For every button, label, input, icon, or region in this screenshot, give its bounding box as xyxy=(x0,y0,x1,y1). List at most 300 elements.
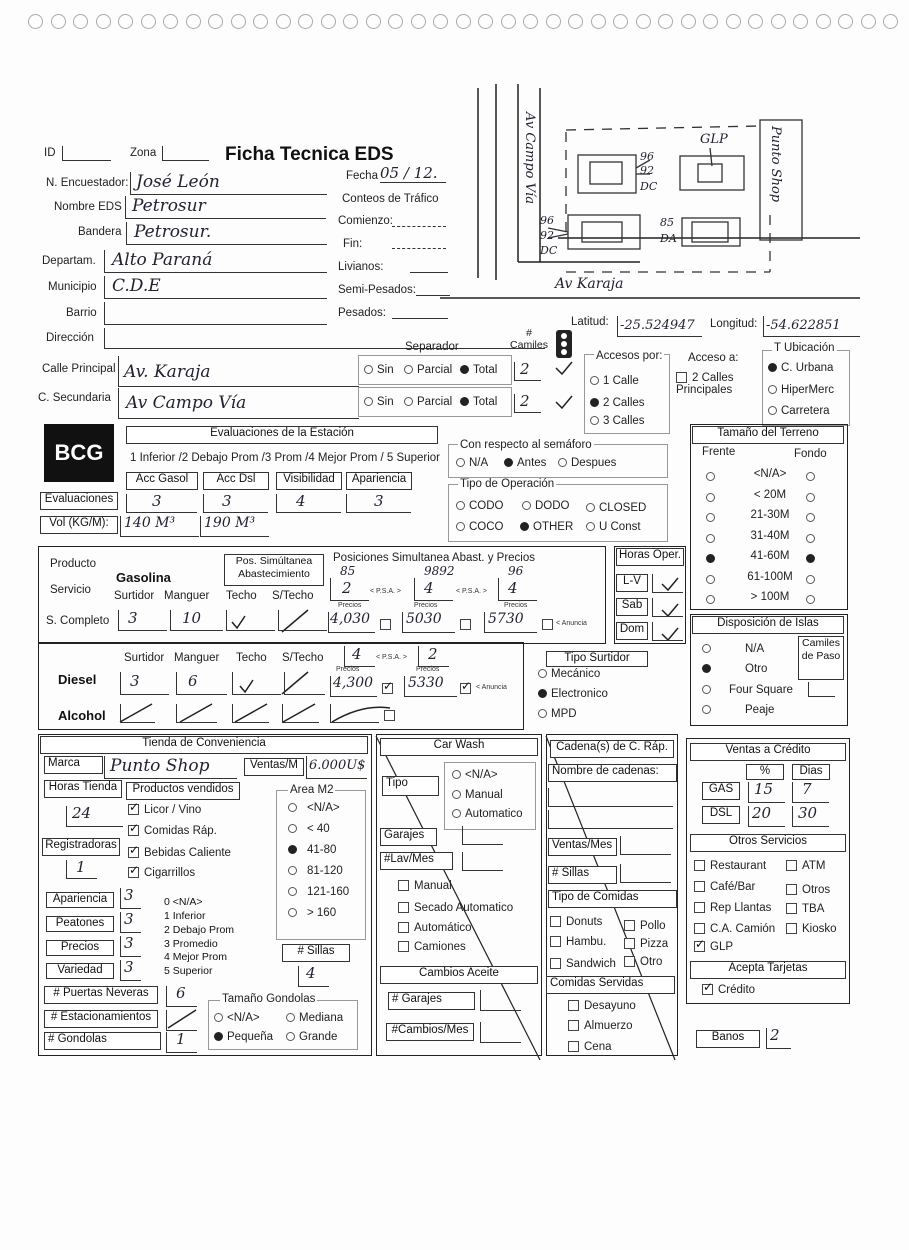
fin-field[interactable] xyxy=(392,238,446,249)
bcg-logo: BCG xyxy=(44,424,114,482)
islas-foursquare[interactable]: Four Square xyxy=(702,684,793,696)
carwash-chk-auto[interactable]: Automático xyxy=(398,922,472,934)
apariencia-value: 3 xyxy=(124,886,134,904)
estac-field[interactable] xyxy=(166,1010,197,1031)
precios-label-3: Precios xyxy=(504,602,528,609)
alcohol-precio-field[interactable] xyxy=(330,704,379,723)
separador-label: Separador xyxy=(405,341,459,353)
tam-pequena[interactable]: Pequeña xyxy=(214,1031,273,1043)
variedad-label: Variedad xyxy=(46,963,114,979)
acceso-a-opt[interactable]: 2 Calles Principales xyxy=(676,372,734,396)
cadena-pollo[interactable]: Pollo xyxy=(624,920,666,932)
otros-glp[interactable]: ✓GLP xyxy=(694,941,733,953)
radio-icon xyxy=(288,908,297,917)
checkbox-icon xyxy=(550,936,561,947)
alcohol-anuncia[interactable] xyxy=(384,708,400,722)
radio-icon xyxy=(404,365,413,374)
radio-icon xyxy=(288,866,297,875)
radio-icon xyxy=(456,522,465,531)
aceite-garajes: # Garajes xyxy=(388,992,475,1010)
radio-icon xyxy=(288,803,297,812)
checkbox-checked-icon xyxy=(702,984,713,995)
otros-atm[interactable]: ATM xyxy=(786,860,825,872)
alcohol-stecho-field[interactable] xyxy=(282,704,319,723)
gas-techo-field[interactable] xyxy=(226,610,275,631)
radio-icon xyxy=(768,406,777,415)
otros-title: Otros Servicios xyxy=(690,834,846,852)
precios-label-1: Precios xyxy=(338,602,362,609)
techo-col: Techo xyxy=(226,590,257,602)
ubicacion-title: T Ubicación xyxy=(774,342,835,354)
radio-icon[interactable] xyxy=(706,575,715,584)
cadena-pizza[interactable]: Pizza xyxy=(624,938,668,950)
sep2-parcial[interactable]: Parcial xyxy=(404,396,452,408)
terreno-row-label: 61-100M xyxy=(747,570,793,583)
radio-icon[interactable] xyxy=(806,595,815,604)
area-option[interactable]: <N/A> xyxy=(288,802,340,814)
horas-dom-field[interactable] xyxy=(652,622,683,641)
tienda-scale-0: 0 <N/A> xyxy=(164,896,203,908)
ubicacion-2[interactable]: HiperMerc xyxy=(768,384,834,396)
terreno-row-label: 41-60M xyxy=(750,550,790,562)
sep2-total[interactable]: Total xyxy=(460,396,497,408)
semaforo-na[interactable]: N/A xyxy=(456,457,488,469)
diesel-stecho-col: S/Techo xyxy=(282,652,324,664)
alcohol-techo-field[interactable] xyxy=(232,704,269,723)
diesel-label: Diesel xyxy=(58,672,97,687)
otros-restaurant[interactable]: Restaurant xyxy=(694,860,766,872)
vol-dsl-value: 190 M³ xyxy=(204,515,256,531)
sillas-value: 4 xyxy=(306,964,316,982)
checkbox-icon xyxy=(384,710,395,721)
horas-sab-field[interactable] xyxy=(652,598,683,617)
cadena-ventas-field[interactable] xyxy=(620,836,671,855)
aceite-title: Cambios Aceite xyxy=(380,966,538,984)
otros-camion[interactable]: C.A. Camión xyxy=(694,923,775,935)
sketch-p1-dc: DC xyxy=(640,180,658,193)
diesel-manguer-value: 6 xyxy=(188,672,198,690)
anuncia-label: < Anuncia xyxy=(556,620,587,627)
neveras-value: 6 xyxy=(176,984,186,1002)
apariencia-label: Apariencia xyxy=(46,892,114,908)
accesos-3[interactable]: 3 Calles xyxy=(590,415,645,427)
credito-gas-dias: 7 xyxy=(802,780,812,798)
radio-icon[interactable] xyxy=(806,493,815,502)
operacion-title: Tipo de Operación xyxy=(460,478,555,490)
psa-1: < P.S.A. > xyxy=(370,588,402,595)
radio-icon xyxy=(364,397,373,406)
radio-icon xyxy=(538,709,547,718)
gas-precio1-value: 4,030 xyxy=(330,611,371,627)
sep1-total[interactable]: Total xyxy=(460,364,497,376)
tam-label: Tamaño Gondolas xyxy=(222,993,316,1005)
conteos-label: Conteos de Tráfico xyxy=(342,193,439,205)
checkbox-checked-icon xyxy=(694,941,705,952)
evaluaciones-title: Evaluaciones de la Estación xyxy=(126,426,438,444)
cadena-donuts[interactable]: Donuts xyxy=(550,916,602,928)
eval-visibilidad-value: 4 xyxy=(296,492,306,510)
livianos-field[interactable] xyxy=(410,262,448,273)
diesel-surtidor-field[interactable] xyxy=(120,672,169,695)
diesel-stecho-field[interactable] xyxy=(284,672,325,695)
alcohol-surtidor-field[interactable] xyxy=(120,704,155,723)
surtidor-electronico[interactable]: Electronico xyxy=(538,688,608,700)
checkbox-checked-icon xyxy=(128,825,139,836)
checkbox-icon xyxy=(550,958,561,969)
octane-96: 96 xyxy=(508,564,524,578)
credito-gas-pct: 15 xyxy=(754,780,774,798)
radio-selected-icon xyxy=(460,397,469,406)
radio-selected-icon xyxy=(214,1032,223,1041)
encuestador-value: José León xyxy=(136,172,220,192)
radio-icon[interactable] xyxy=(706,595,715,604)
radio-icon xyxy=(452,809,461,818)
gas-anuncia1[interactable] xyxy=(380,617,396,631)
servicio-label: Servicio xyxy=(50,584,91,596)
carwash-garajes-field[interactable] xyxy=(462,826,503,845)
diesel-anuncia1[interactable] xyxy=(382,681,398,695)
credito-dias: Dias xyxy=(792,764,830,780)
horas-lv-field[interactable] xyxy=(652,574,683,593)
semaforo-despues[interactable]: Despues xyxy=(558,457,616,469)
radio-icon xyxy=(590,416,599,425)
islas-otro[interactable]: Otro xyxy=(702,663,767,675)
terreno-row-label: > 100M xyxy=(750,591,790,603)
cadena-almuerzo[interactable]: Almuerzo xyxy=(568,1020,633,1032)
cadena-desayuno[interactable]: Desayuno xyxy=(568,1000,636,1012)
checkbox-icon xyxy=(380,619,391,630)
checkbox-icon xyxy=(568,1041,579,1052)
cadena-cena[interactable]: Cena xyxy=(568,1041,612,1053)
checkbox-icon xyxy=(398,902,409,913)
otros-kiosko[interactable]: Kiosko xyxy=(786,923,837,935)
pos-sim-header: Pos. Simúltanea Abastecimiento xyxy=(224,554,324,586)
radio-icon xyxy=(702,644,711,653)
radio-icon xyxy=(586,522,595,531)
cadena-otro[interactable]: Otro xyxy=(624,956,662,968)
sep2-sin[interactable]: Sin xyxy=(364,396,394,408)
ubicacion-3[interactable]: Carretera xyxy=(768,405,830,417)
gas-anuncia2[interactable] xyxy=(460,617,476,631)
radio-icon xyxy=(456,458,465,467)
accesos-1[interactable]: 1 Calle xyxy=(590,375,639,387)
cadena-title: Cadena(s) de C. Ráp. xyxy=(550,740,674,758)
tam-na[interactable]: <N/A> xyxy=(214,1012,260,1024)
pesados-field[interactable] xyxy=(392,308,448,319)
id-label: ID xyxy=(44,147,56,159)
latitud-value: -25.524947 xyxy=(620,318,695,333)
accesos-2[interactable]: 2 Calles xyxy=(590,397,645,409)
cadena-nombre-field2[interactable] xyxy=(548,810,673,829)
cadena-sandwich[interactable]: Sandwich xyxy=(550,958,616,970)
operacion-closed[interactable]: CLOSED xyxy=(586,502,646,514)
radio-selected-icon xyxy=(504,458,513,467)
diesel-anuncia2[interactable] xyxy=(460,681,476,695)
checkbox-icon xyxy=(624,956,635,967)
prod-cigarrillos[interactable]: ✓Cigarrillos xyxy=(128,867,195,879)
radio-icon xyxy=(286,1013,295,1022)
encuestador-label: N. Encuestador: xyxy=(46,177,129,189)
checkbox-checked-icon xyxy=(460,683,471,694)
otros-cafe[interactable]: Café/Bar xyxy=(694,881,755,893)
registradoras-value: 1 xyxy=(76,858,86,876)
area-option[interactable]: < 40 xyxy=(288,823,330,835)
ventas-label: Ventas/M xyxy=(244,758,304,776)
eval-col-accdsl: Acc Dsl xyxy=(203,472,269,490)
aceite-garajes-field[interactable] xyxy=(480,990,521,1011)
radio-icon xyxy=(702,685,711,694)
productos-label: Productos vendidos xyxy=(126,782,240,800)
scompleto-label: S. Completo xyxy=(46,615,110,627)
radio-icon xyxy=(558,458,567,467)
tienda-scale-5: 5 Superior xyxy=(164,965,213,977)
checkbox-icon xyxy=(786,903,797,914)
tam-grande[interactable]: Grande xyxy=(286,1031,337,1043)
nombre-label: Nombre EDS xyxy=(54,201,122,213)
operacion-other[interactable]: OTHER xyxy=(520,521,573,533)
camiles1-value: 2 xyxy=(520,360,530,378)
id-field[interactable] xyxy=(62,146,111,161)
aceite-cambios-field[interactable] xyxy=(480,1022,521,1043)
semipesados-field[interactable] xyxy=(416,285,450,296)
area-option[interactable]: 81-120 xyxy=(288,865,343,877)
credito-dsl-dias: 30 xyxy=(798,804,818,822)
acceso-a-title: Acceso a: xyxy=(688,352,739,364)
bandera-value: Petrosur. xyxy=(134,222,212,242)
latitud-label: Latitud: xyxy=(571,316,609,328)
calle-secundaria-value: Av Campo Vía xyxy=(126,393,247,413)
terreno-frente: Frente xyxy=(702,446,736,458)
checkbox-icon xyxy=(786,860,797,871)
sep1-parcial[interactable]: Parcial xyxy=(404,364,452,376)
checkbox-icon xyxy=(694,923,705,934)
terreno-row-label: 21-30M xyxy=(750,509,790,521)
page-title: Ficha Tecnica EDS xyxy=(225,144,394,165)
gondolas-label: # Gondolas xyxy=(44,1032,161,1050)
otros-llantas[interactable]: Rep Llantas xyxy=(694,902,771,914)
carwash-na[interactable]: <N/A> xyxy=(452,769,498,781)
sketch-shop: Punto Shop xyxy=(768,126,783,203)
radio-icon[interactable] xyxy=(706,472,715,481)
checkbox-icon xyxy=(550,916,561,927)
checkbox-icon xyxy=(786,884,797,895)
vol-gasol-value: 140 M³ xyxy=(124,515,176,531)
radio-selected-icon xyxy=(288,845,297,854)
surtidor-mecanico[interactable]: Mecánico xyxy=(538,668,600,680)
sketch-p2-96: 96 xyxy=(540,214,554,227)
banos-value: 2 xyxy=(770,1026,780,1044)
eval-col-visibilidad: Visibilidad xyxy=(276,472,342,490)
cadena-tipo: Tipo de Comidas xyxy=(548,890,677,908)
radio-icon[interactable] xyxy=(806,575,815,584)
radio-selected-icon xyxy=(590,398,599,407)
sketch-street-h: Av Karaja xyxy=(555,276,624,292)
radio-icon[interactable] xyxy=(706,493,715,502)
horas-tienda-label: Horas Tienda xyxy=(44,780,122,798)
gasolina-label: Gasolina xyxy=(116,570,171,585)
area-option[interactable]: > 160 xyxy=(288,907,336,919)
ubicacion-1[interactable]: C. Urbana xyxy=(768,362,833,374)
credito-dsl-pct: 20 xyxy=(752,804,772,822)
radio-icon[interactable] xyxy=(806,534,815,543)
diesel-techo-field[interactable] xyxy=(232,672,281,695)
radio-selected-icon xyxy=(702,664,711,673)
prod-bebidas[interactable]: ✓Bebidas Caliente xyxy=(128,847,231,859)
fin-label: Fin: xyxy=(343,238,363,250)
tarjetas-credito[interactable]: ✓Crédito xyxy=(702,984,755,996)
sillas-label: # Sillas xyxy=(282,944,350,962)
terreno-title: Tamaño del Terreno xyxy=(692,426,844,444)
gas-surtidor-field[interactable] xyxy=(118,610,167,631)
cadena-ventas: Ventas/Mes xyxy=(548,838,617,856)
tam-mediana[interactable]: Mediana xyxy=(286,1012,343,1024)
longitud-value: -54.622851 xyxy=(766,318,841,333)
horas-title: Horas Oper. xyxy=(616,548,684,566)
gas-stecho-field[interactable] xyxy=(278,610,327,631)
checkbox-checked-icon xyxy=(128,804,139,815)
eval-col-apariencia: Apariencia xyxy=(346,472,412,490)
radio-selected-icon xyxy=(768,363,777,372)
credito-gas: GAS xyxy=(702,782,740,800)
carwash-lav: #Lav/Mes xyxy=(380,852,453,870)
barrio-field[interactable] xyxy=(104,302,327,325)
carwash-chk-manual[interactable]: Manual xyxy=(398,880,452,892)
direccion-field[interactable] xyxy=(104,328,545,349)
gas-manguer-value: 10 xyxy=(182,609,202,627)
radio-icon[interactable] xyxy=(706,534,715,543)
operacion-codo[interactable]: CODO xyxy=(456,500,504,512)
semaforo-antes[interactable]: Antes xyxy=(504,457,546,469)
terreno-row-label: <N/A> xyxy=(753,468,787,480)
vol-label: Vol (KG/M): xyxy=(40,516,118,534)
credito-dsl: DSL xyxy=(702,806,740,824)
eval-accgasol-value: 3 xyxy=(152,492,162,510)
peatones-label: Peatones xyxy=(46,916,114,932)
radio-icon xyxy=(768,385,777,394)
precios-label-2: Precios xyxy=(414,602,438,609)
marca-value: Punto Shop xyxy=(110,756,210,776)
checkbox-icon xyxy=(786,923,797,934)
radio-icon[interactable] xyxy=(806,472,815,481)
diesel-manguer-field[interactable] xyxy=(176,672,227,695)
municipio-value: C.D.E xyxy=(112,276,161,296)
carwash-lav-field[interactable] xyxy=(462,852,503,871)
otros-tba[interactable]: TBA xyxy=(786,903,824,915)
radio-icon[interactable] xyxy=(806,513,815,522)
gas-precio3-value: 5730 xyxy=(488,611,524,627)
departam-value: Alto Paraná xyxy=(112,250,213,270)
estac-label: # Estacionamientos xyxy=(44,1010,158,1028)
diesel-surtidor-value: 3 xyxy=(130,672,140,690)
islas-title: Disposición de Islas xyxy=(692,616,844,634)
operacion-coco[interactable]: COCO xyxy=(456,521,504,533)
calle-principal-value: Av. Karaja xyxy=(124,362,211,382)
banos-label: Banos xyxy=(696,1030,760,1048)
octane-85: 85 xyxy=(340,564,356,578)
camiles-label: # Camiles xyxy=(510,327,548,351)
diesel-pos2-value: 2 xyxy=(428,645,438,663)
precios-value: 3 xyxy=(124,934,134,952)
horas-lv: L-V xyxy=(616,574,648,592)
radio-icon xyxy=(452,770,461,779)
comienzo-field[interactable] xyxy=(392,216,446,227)
sketch-p3-85: 85 xyxy=(660,216,674,229)
islas-camiles-field[interactable] xyxy=(808,682,835,697)
cadena-nombre-field1[interactable] xyxy=(548,788,673,807)
psa-2: < P.S.A. > xyxy=(456,588,488,595)
sketch-p2-dc: DC xyxy=(540,244,558,257)
checkbox-icon xyxy=(542,619,553,630)
marca-label: Marca xyxy=(44,756,103,774)
checkbox-icon xyxy=(398,880,409,891)
area-option[interactable]: 121-160 xyxy=(288,886,349,898)
checkbox-icon xyxy=(694,881,705,892)
sketch-street-v: Av Campo Vía xyxy=(522,112,537,204)
credito-pct: % xyxy=(746,764,784,780)
eval-accdsl-value: 3 xyxy=(222,492,232,510)
variedad-value: 3 xyxy=(124,958,134,976)
radio-icon[interactable] xyxy=(706,513,715,522)
carwash-manual[interactable]: Manual xyxy=(452,789,503,801)
carwash-tipo: Tipo xyxy=(382,776,439,796)
otros-otros[interactable]: Otros xyxy=(786,884,830,896)
radio-selected-icon[interactable] xyxy=(806,554,815,563)
diesel-precio1-value: 4,300 xyxy=(333,675,374,691)
area-option[interactable]: 41-80 xyxy=(288,844,336,856)
fecha-field[interactable]: 05 / 12. xyxy=(380,164,446,183)
prod-comidas[interactable]: ✓Comidas Ráp. xyxy=(128,825,217,837)
cadena-sillas: # Sillas xyxy=(548,866,617,884)
surtidor-mpd[interactable]: MPD xyxy=(538,708,577,720)
sketch-p1-92: 92 xyxy=(640,164,654,177)
manguer-col: Manguer xyxy=(164,590,210,602)
sep1-sin[interactable]: Sin xyxy=(364,364,394,376)
pos-sim-precios-header: Posiciones Simultanea Abast. y Precios xyxy=(333,552,535,564)
stecho-col: S/Techo xyxy=(272,590,314,602)
islas-na[interactable]: N/A xyxy=(702,643,764,655)
peatones-value: 3 xyxy=(124,910,134,928)
radio-icon xyxy=(214,1013,223,1022)
islas-camiles: Camiles de Paso xyxy=(798,636,844,680)
checkbox-checked-icon xyxy=(128,867,139,878)
zona-field[interactable] xyxy=(162,146,209,161)
carwash-garajes: Garajes xyxy=(380,828,437,846)
tienda-scale-3: 3 Promedio xyxy=(164,938,218,950)
carwash-chk-secado[interactable]: Secado Automatico xyxy=(398,902,513,914)
cadena-sillas-field[interactable] xyxy=(620,864,671,883)
carwash-chk-camiones[interactable]: Camiones xyxy=(398,941,466,953)
eval-accdsl-field[interactable] xyxy=(203,494,268,513)
diesel-precios-2: Precios xyxy=(416,666,440,673)
radio-icon xyxy=(538,669,547,678)
operacion-dodo[interactable]: DODO xyxy=(522,500,570,512)
operacion-uconst[interactable]: U Const xyxy=(586,521,641,533)
eval-visibilidad-field[interactable] xyxy=(276,494,341,513)
calle-secundaria-label: C. Secundaria xyxy=(38,392,111,404)
alcohol-manguer-field[interactable] xyxy=(176,704,217,723)
diesel-anuncia-label: < Anuncia xyxy=(476,684,507,691)
cadena-hambu[interactable]: Hambu. xyxy=(550,936,606,948)
radio-selected-icon[interactable] xyxy=(706,554,715,563)
prod-licor[interactable]: ✓ Licor / Vino xyxy=(128,804,201,816)
checkbox-icon xyxy=(624,920,635,931)
semaforo-title: Con respecto al semáforo xyxy=(460,439,592,451)
islas-peaje[interactable]: Peaje xyxy=(702,704,774,716)
calle-principal-label: Calle Principal xyxy=(42,363,116,375)
aceite-cambios: #Cambios/Mes xyxy=(386,1023,474,1041)
neveras-label: # Puertas Neveras xyxy=(44,986,158,1004)
carwash-automatico[interactable]: Automatico xyxy=(452,808,523,820)
